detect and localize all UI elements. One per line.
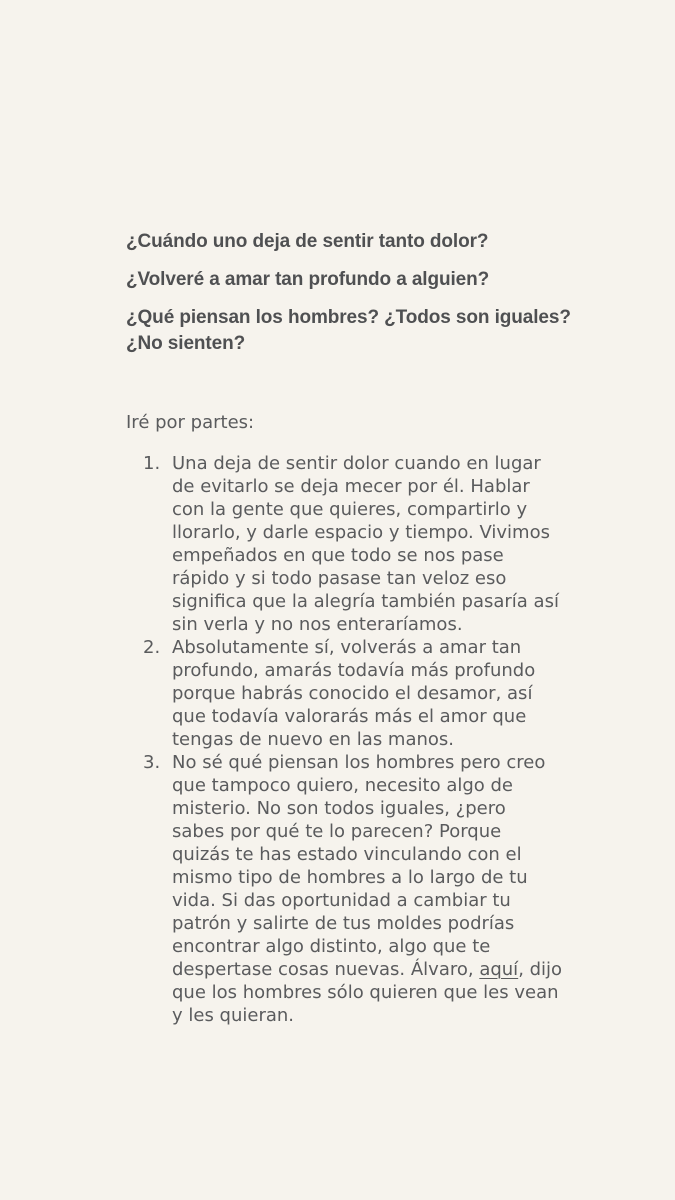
answer-number-3: 3. [143, 752, 161, 773]
questions-block [126, 229, 596, 357]
answer-number-1: 1. [143, 453, 161, 474]
answer-number-2: 2. [143, 637, 161, 658]
answer-text-3 [172, 751, 563, 1027]
answer-text-3-before-link: No sé qué piensan los hombres pero creo que tampoco quiero, necesito algo de misterio. No son todos iguales, ¿pero sabes por qué te lo parecen? Porque quizás te has estado vinculando con el mismo tipo de hombres a lo largo de tu vida. Si das oportunidad a cambiar tu patrón y salirte de tus moldes podrías encontrar algo distinto, algo que te despertase cosas nuevas. Álvaro, [172, 752, 546, 980]
question-1: ¿Cuándo uno deja de sentir tanto dolor? [126, 231, 489, 252]
answer-item-3 [143, 751, 563, 1027]
answer-item-2 [143, 636, 563, 751]
question-3: ¿Qué piensan los hombres? ¿Todos son iguales? ¿No sienten? [126, 307, 571, 354]
answers-list [143, 452, 563, 1027]
aqui-link[interactable]: aquí [479, 959, 519, 980]
question-2: ¿Volveré a amar tan profundo a alguien? [126, 269, 490, 290]
answer-text-1: Una deja de sentir dolor cuando en lugar de evitarlo se deja mecer por él. Hablar con la gente que quieres, compartirlo y llorarlo, y darle espacio y tiempo. Vivimos empeñados en que todo se nos pase rápido y si todo pasase tan veloz eso significa que la alegría también pasaría así sin verla y no nos enteraríamos. [172, 453, 559, 635]
intro-text: Iré por partes: [126, 412, 255, 433]
answer-text-3-after-link: , dijo que los hombres sólo quieren que les vean y les quieran. [172, 959, 563, 1026]
answer-text-2: Absolutamente sí, volverás a amar tan profundo, amarás todavía más profundo porque habrás conocido el desamor, así que todavía valorarás más el amor que tengas de nuevo en las manos. [172, 637, 536, 750]
answer-item-1 [143, 452, 563, 636]
